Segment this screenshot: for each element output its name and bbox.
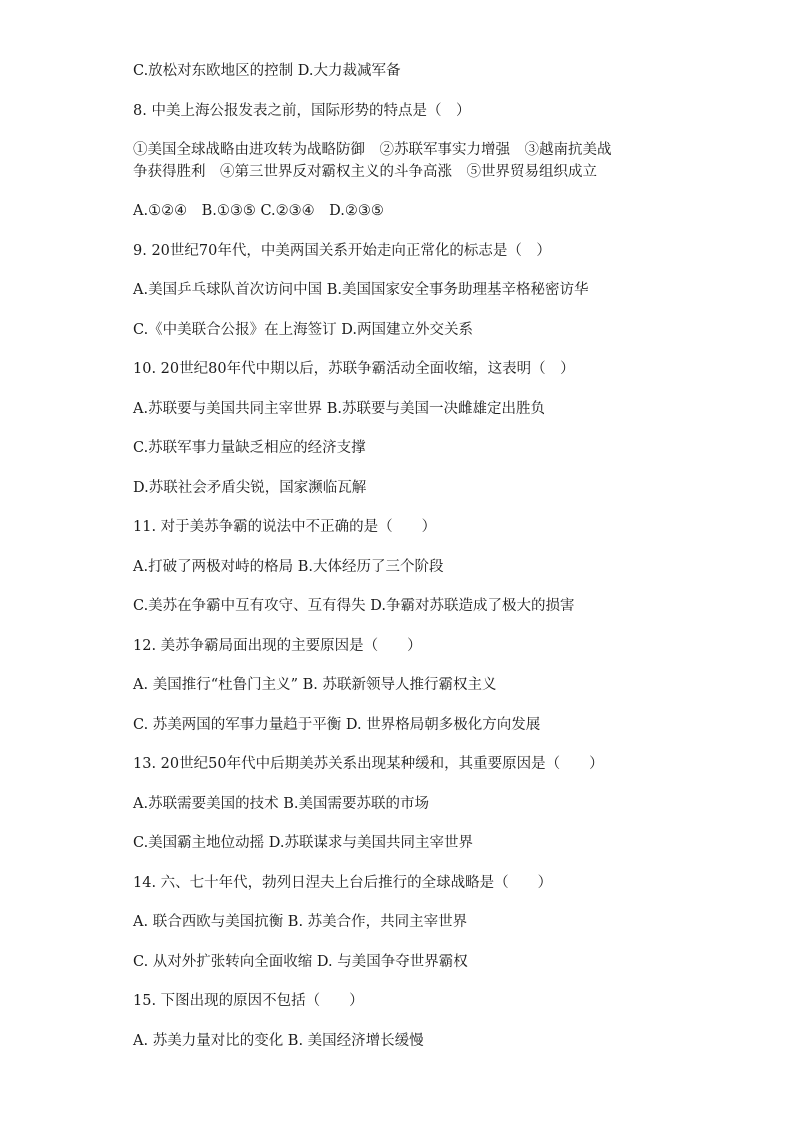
- q11-option-cd: C.美苏在争霸中互有攻守、互有得失 D.争霸对苏联造成了极大的损害: [133, 598, 575, 614]
- q11-option-ab: A.打破了两极对峙的格局 B.大体经历了三个阶段: [133, 559, 444, 575]
- q8-items-line2: 争获得胜利 ④第三世界反对霸权主义的斗争高涨 ⑤世界贸易组织成立: [133, 164, 597, 180]
- q14-option-cd: C. 从对外扩张转向全面收缩 D. 与美国争夺世界霸权: [133, 954, 468, 970]
- q8-stem: 8. 中美上海公报发表之前，国际形势的特点是（ ）: [133, 103, 471, 119]
- q15-option-ab: A. 苏美力量对比的变化 B. 美国经济增长缓慢: [133, 1033, 424, 1049]
- q12-option-cd: C. 苏美两国的军事力量趋于平衡 D. 世界格局朝多极化方向发展: [133, 717, 541, 733]
- q9-option-cd: C.《中美联合公报》在上海签订 D.两国建立外交关系: [133, 322, 474, 338]
- q10-option-ab: A.苏联要与美国共同主宰世界 B.苏联要与美国一决雌雄定出胜负: [133, 401, 545, 417]
- q10-stem: 10. 20世纪80年代中期以后，苏联争霸活动全面收缩，这表明（ ）: [133, 361, 575, 377]
- q11-stem: 11. 对于美苏争霸的说法中不正确的是（ ）: [133, 519, 437, 535]
- q14-option-ab: A. 联合西欧与美国抗衡 B. 苏美合作，共同主宰世界: [133, 914, 468, 930]
- q12-stem: 12. 美苏争霸局面出现的主要原因是（ ）: [133, 638, 422, 654]
- q14-stem: 14. 六、七十年代，勃列日涅夫上台后推行的全球战略是（ ）: [133, 875, 553, 891]
- q13-option-cd: C.美国霸主地位动摇 D.苏联谋求与美国共同主宰世界: [133, 835, 474, 851]
- q8-items-line1: ①美国全球战略由进攻转为战略防御 ②苏联军事实力增强 ③越南抗美战: [133, 142, 612, 158]
- q8-options: A.①②④ B.①③⑤ C.②③④ D.②③⑤: [133, 203, 384, 219]
- q13-stem: 13. 20世纪50年代中后期美苏关系出现某种缓和，其重要原因是（ ）: [133, 756, 604, 772]
- q15-stem: 15. 下图出现的原因不包括（ ）: [133, 993, 364, 1009]
- q12-option-ab: A. 美国推行“杜鲁门主义” B. 苏联新领导人推行霸权主义: [133, 677, 497, 693]
- q9-option-ab: A.美国乒乓球队首次访问中国 B.美国国家安全事务助理基辛格秘密访华: [133, 282, 589, 298]
- q9-stem: 9. 20世纪70年代，中美两国关系开始走向正常化的标志是（ ）: [133, 243, 551, 259]
- q13-option-ab: A.苏联需要美国的技术 B.美国需要苏联的市场: [133, 796, 429, 812]
- q10-option-d: D.苏联社会矛盾尖锐，国家濒临瓦解: [133, 480, 367, 496]
- q10-option-c: C.苏联军事力量缺乏相应的经济支撑: [133, 440, 366, 456]
- q7-option-cd: C.放松对东欧地区的控制 D.大力裁减军备: [133, 63, 401, 79]
